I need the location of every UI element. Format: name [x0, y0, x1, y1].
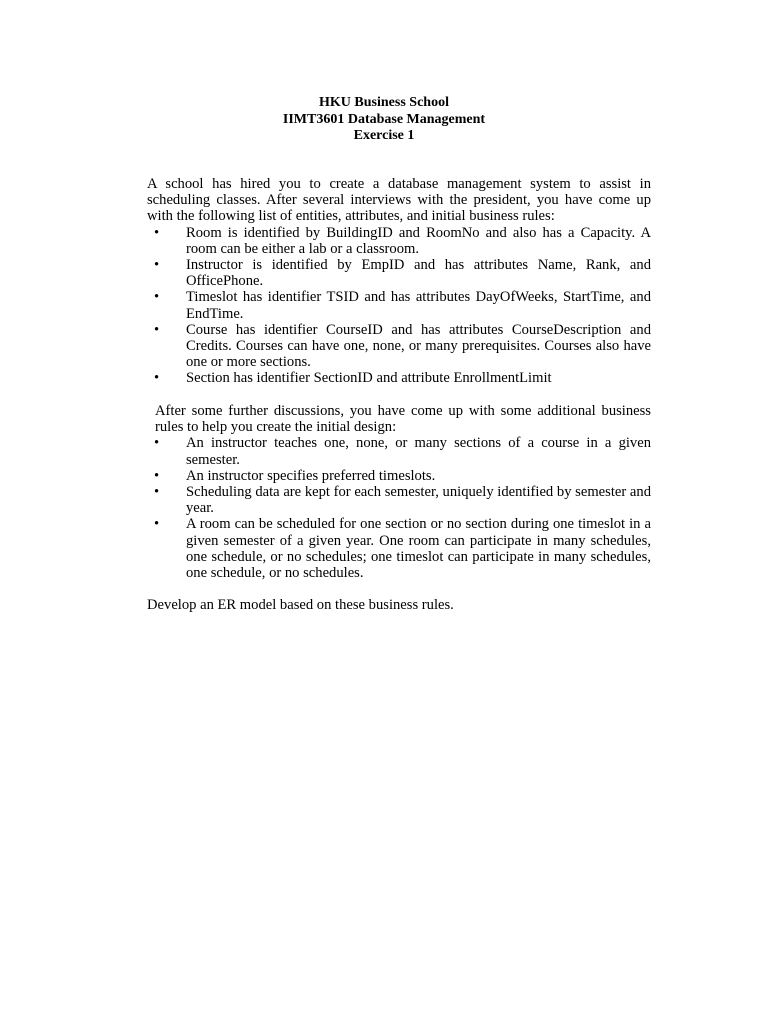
list-item-text: Section has identifier SectionID and attribute EnrollmentLimit — [186, 370, 552, 387]
list-item-text: Instructor is identified by EmpID and has attributes Name, Rank, and OfficePhone. — [186, 257, 651, 290]
bullet-icon: • — [154, 370, 160, 387]
intro-section — [147, 176, 651, 387]
list-item-text: An instructor teaches one, none, or many sections of a course in a given semester. — [186, 435, 651, 468]
bullet-icon: • — [154, 516, 160, 533]
course-title: IIMT3601 Database Management — [282, 111, 486, 127]
exercise-title: Exercise 1 — [353, 128, 415, 143]
bullet-icon: • — [154, 321, 160, 338]
bullet-icon: • — [154, 435, 160, 452]
list-item — [147, 225, 651, 257]
list-item — [155, 516, 651, 581]
list-item-text: Course has identifier CourseID and has attributes CourseDescription and Credits. Courses can have one, none, or many prerequisites. Courses also have one or more sections. — [186, 321, 651, 371]
closing-section — [147, 597, 651, 613]
further-rules-section — [155, 403, 651, 581]
list-item-text: An instructor specifies preferred timeslots. — [186, 467, 436, 484]
further-paragraph: After some further discussions, you have come up with some additional business rules to help you create the initial design: — [155, 403, 651, 436]
closing-paragraph: Develop an ER model based on these business rules. — [147, 597, 454, 613]
list-item — [147, 370, 651, 386]
bullet-icon: • — [154, 467, 160, 484]
list-item — [155, 435, 651, 467]
business-rules-list — [155, 435, 651, 581]
list-item — [155, 468, 651, 484]
bullet-icon: • — [154, 289, 160, 306]
bullet-icon: • — [154, 257, 160, 274]
document-header — [0, 95, 768, 145]
list-item-text: Timeslot has identifier TSID and has attributes DayOfWeeks, StartTime, and EndTime. — [186, 289, 651, 322]
bullet-icon: • — [154, 484, 160, 501]
entity-list — [147, 225, 651, 387]
list-item — [147, 289, 651, 321]
list-item-text: Scheduling data are kept for each semester, uniquely identified by semester and year. — [186, 484, 651, 517]
bullet-icon: • — [154, 224, 160, 241]
school-name: HKU Business School — [319, 95, 449, 110]
intro-paragraph: A school has hired you to create a database management system to assist in scheduling classes. After several interviews with the president, you have come up with the following list of entities, attributes, and initial business rules: — [147, 176, 651, 225]
list-item — [147, 322, 651, 371]
list-item — [147, 257, 651, 289]
list-item-text: Room is identified by BuildingID and RoomNo and also has a Capacity. A room can be either a lab or a classroom. — [186, 224, 651, 257]
list-item — [155, 484, 651, 516]
list-item-text: A room can be scheduled for one section or no section during one timeslot in a given semester of a given year. One room can participate in many schedules, one schedule, or no schedules; one timeslot can participate in many schedules, one schedule, or no schedules. — [186, 516, 651, 582]
